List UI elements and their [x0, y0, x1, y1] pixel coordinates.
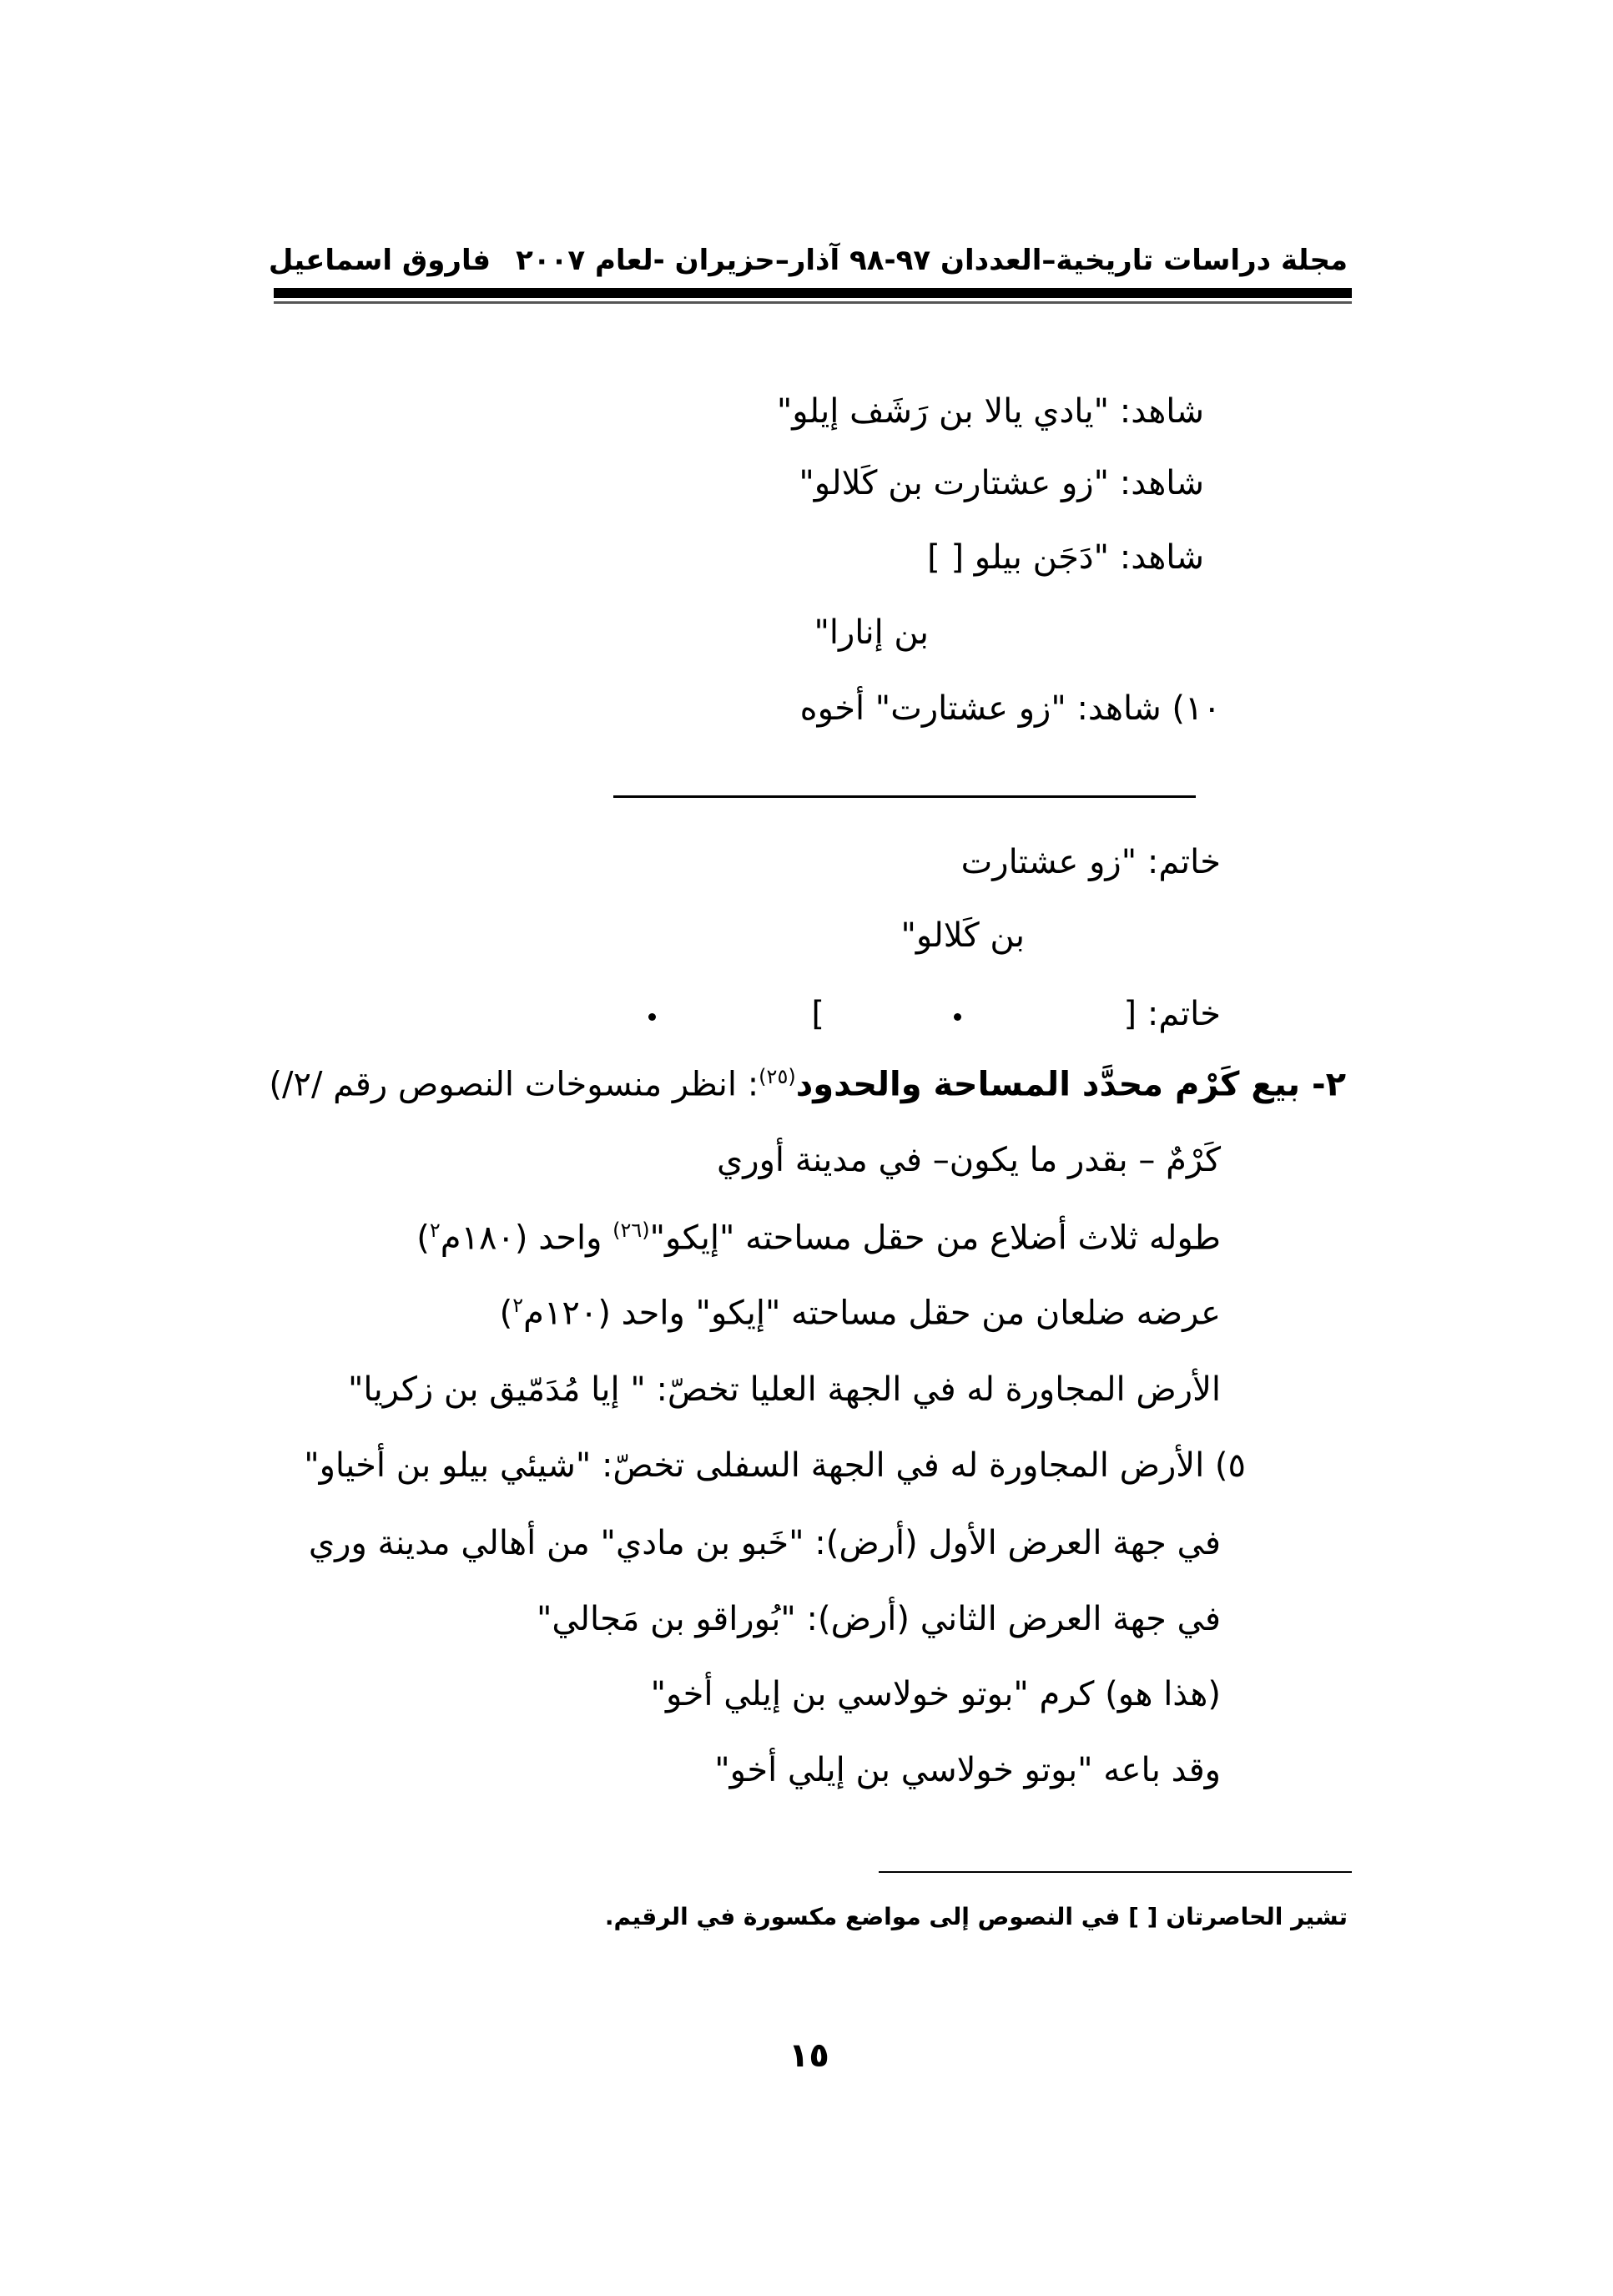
body-text: ): [499, 1294, 513, 1333]
witness-line: شاهد: "دَجَن بيلو [ ]: [927, 538, 1204, 577]
body-text: واحد (١٨٠م: [440, 1219, 613, 1258]
section-heading: [269, 1065, 1346, 1103]
superscript: ٢: [429, 1219, 441, 1242]
section-heading-rest: : انظر منسوخات النصوص رقم /٢/): [269, 1065, 759, 1104]
footnote-ref: (٢٦): [612, 1219, 650, 1242]
body-line: وقد باعه "بوتو خولاسي بن إيلي أخو": [714, 1751, 1221, 1789]
header-rule-thick: [274, 288, 1352, 298]
journal-title: مجلة دراسات تاريخية–العددان ٩٧-٩٨ آذار–حزيران -لعام ٢٠٠٧: [516, 244, 1348, 277]
page-number: ١٥: [789, 2036, 829, 2075]
body-line: في جهة العرض الثاني (أرض): "بُوراقو بن مَجالي": [537, 1600, 1221, 1638]
footnote-text: تشير الحاصرتان [ ] في النصوص إلى مواضع مكسورة في الرقيم.: [604, 1903, 1348, 1930]
witness-line: ١٠) شاهد: "زو عشتارت" أخوه: [799, 689, 1221, 728]
body-text: عرضه ضلعان من حقل مساحته "إيكو" واحد (١٢٠م: [523, 1294, 1221, 1333]
body-line: (هذا هو) كرم "بوتو خولاسي بن إيلي أخو": [650, 1675, 1221, 1713]
body-line: الأرض المجاورة له في الجهة العليا تخصّ: " إيا مُدَمّيق بن زكريا": [348, 1370, 1221, 1409]
footnote-separator: [879, 1871, 1352, 1873]
seal-line: بن كَلالو": [900, 916, 1025, 955]
footnote-ref: (٢٥): [759, 1065, 796, 1088]
witness-line: شاهد: "يادي يالا بن رَشَف إيلو": [776, 392, 1204, 431]
seal-close-bracket: ]: [811, 995, 824, 1033]
body-line: [416, 1219, 1221, 1257]
witness-line: شاهد: "زو عشتارت بن كَلالو": [799, 464, 1204, 502]
superscript: ٢: [512, 1294, 524, 1317]
seal-line: خاتم: "زو عشتارت: [960, 843, 1221, 881]
break-dot: [954, 1013, 961, 1021]
body-line: ٥) الأرض المجاورة له في الجهة السفلى تخصّ: "شيئي بيلو بن أخياو": [304, 1446, 1246, 1485]
body-line: في جهة العرض الأول (أرض): "خَبو بن مادي" من أهالي مدينة وري: [308, 1524, 1221, 1562]
body-line: كَرْمٌ – بقدر ما يكون– في مدينة أوري: [716, 1141, 1221, 1179]
body-text: ): [416, 1219, 430, 1258]
seal-open-bracket: خاتم: [: [1123, 995, 1221, 1033]
body-text: طوله ثلاث أضلاع من حقل مساحته "إيكو": [649, 1219, 1221, 1258]
section-separator: [613, 795, 1196, 798]
author-name: فاروق اسماعيل: [268, 244, 491, 277]
body-line: [500, 1294, 1221, 1332]
break-dot: [648, 1013, 656, 1021]
header-rule-thin: [274, 301, 1352, 304]
section-heading-bold: ٢- بيع كَرْم محدَّد المساحة والحدود: [795, 1065, 1346, 1104]
witness-line: بن إنارا": [814, 613, 929, 652]
